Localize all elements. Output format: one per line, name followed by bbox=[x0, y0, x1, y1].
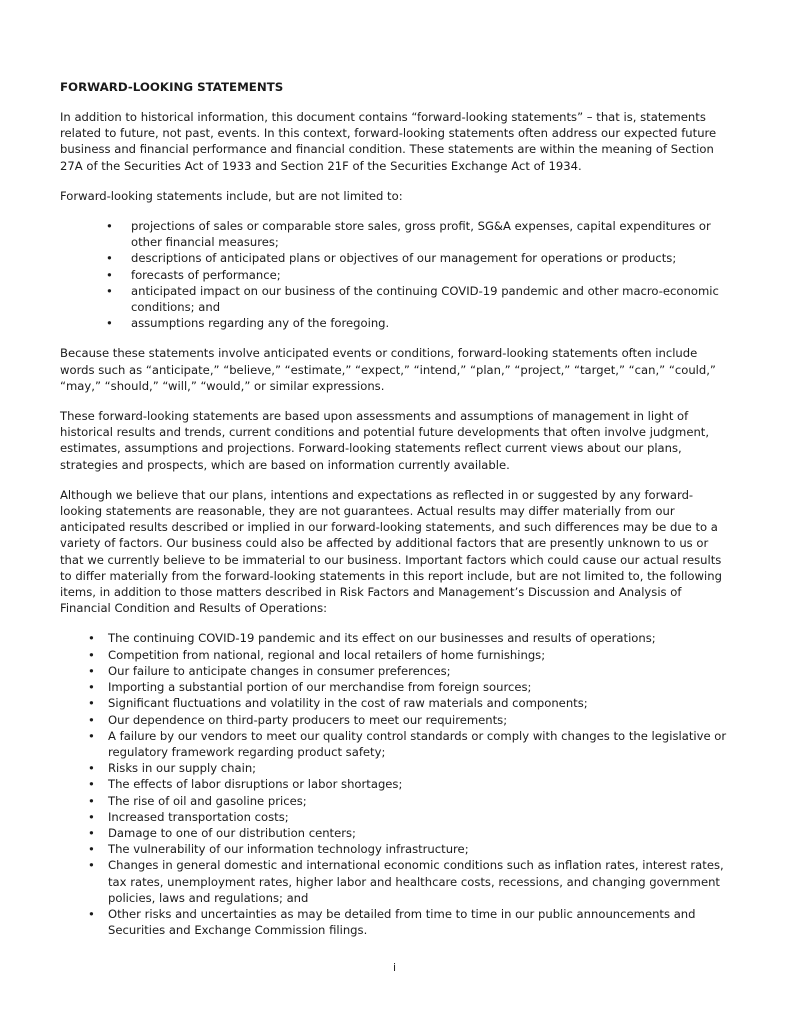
list-item: • The continuing COVID-19 pandemic and its effect on our businesses and results of operations; bbox=[60, 630, 730, 646]
forward-looking-list bbox=[60, 218, 730, 331]
list-item: • A failure by our vendors to meet our quality control standards or comply with changes to the legislative or regulatory framework regarding product safety; bbox=[60, 728, 730, 760]
list-item: • descriptions of anticipated plans or objectives of our management for operations or products; bbox=[60, 250, 730, 266]
list-item: • anticipated impact on our business of the continuing COVID-19 pandemic and other macro-economic conditions; and bbox=[60, 283, 730, 315]
list-item: • assumptions regarding any of the foregoing. bbox=[60, 315, 730, 331]
intro-paragraph: In addition to historical information, this document contains “forward-looking statements” – that is, statements related to future, not past, events. In this context, forward-looking statements often address our expected future business and financial performance and financial condition. These statements are within the meaning of Section 27A of the Securities Act of 1933 and Section 21F of the Securities Exchange Act of 1934. bbox=[60, 110, 717, 173]
keywords-paragraph: Because these statements involve anticipated events or conditions, forward-looking statements often include words such as “anticipate,” “believe,” “estimate,” “expect,” “intend,” “plan,” “project,” “target,” “can,” “could,” “may,” “should,” “will,” “would,” or similar expressions. bbox=[60, 346, 716, 393]
list-item: • Our dependence on third-party producers to meet our requirements; bbox=[60, 712, 730, 728]
assumptions-paragraph: These forward-looking statements are based upon assessments and assumptions of management in light of historical results and trends, current conditions and potential future developments that often involve judgment, estimates, assumptions and projections. Forward-looking statements reflect current views about our plans, strategies and prospects, which are based on information currently available. bbox=[60, 409, 710, 472]
list-item: • The rise of oil and gasoline prices; bbox=[60, 793, 730, 809]
list-item: • Competition from national, regional and local retailers of home furnishings; bbox=[60, 647, 730, 663]
list-item: • Increased transportation costs; bbox=[60, 809, 730, 825]
risk-factors-list bbox=[60, 630, 730, 938]
list-item: • Damage to one of our distribution centers; bbox=[60, 825, 730, 841]
list-item: • forecasts of performance; bbox=[60, 267, 730, 283]
list-item: • The vulnerability of our information technology infrastructure; bbox=[60, 841, 730, 857]
list-item: • The effects of labor disruptions or labor shortages; bbox=[60, 776, 730, 792]
list-item: • Risks in our supply chain; bbox=[60, 760, 730, 776]
risk-paragraph: Although we believe that our plans, intentions and expectations as reflected in or suggested by any forward-looking statements are reasonable, they are not guarantees. Actual results may differ materially from our anticipated results described or implied in our forward-looking statements, and such differences may be due to a variety of factors. Our business could also be affected by additional factors that are presently unknown to us or that we currently believe to be immaterial to our business. Important factors which could cause our actual results to differ materially from the forward-looking statements in this report include, but are not limited to, the following items, in addition to those matters described in Risk Factors and Management’s Discussion and Analysis of Financial Condition and Results of Operations: bbox=[60, 487, 722, 616]
list-item: • Significant fluctuations and volatility in the cost of raw materials and components; bbox=[60, 695, 730, 711]
list-item: • Our failure to anticipate changes in consumer preferences; bbox=[60, 663, 730, 679]
section-heading: FORWARD-LOOKING STATEMENTS bbox=[60, 80, 284, 94]
list-item: • Other risks and uncertainties as may be detailed from time to time in our public announcements and Securities and Exchange Commission filings. bbox=[60, 906, 730, 938]
list-item: • Changes in general domestic and international economic conditions such as inflation rates, interest rates, tax rates, unemployment rates, higher labor and healthcare costs, recessions, and changing government policies, laws and regulations; and bbox=[60, 857, 730, 906]
document-page bbox=[60, 79, 730, 952]
list-item: • projections of sales or comparable store sales, gross profit, SG&A expenses, capital expenditures or other financial measures; bbox=[60, 218, 730, 250]
page-number: i bbox=[393, 961, 397, 974]
list-intro-paragraph: Forward-looking statements include, but are not limited to: bbox=[60, 188, 403, 203]
list-item: • Importing a substantial portion of our merchandise from foreign sources; bbox=[60, 679, 730, 695]
